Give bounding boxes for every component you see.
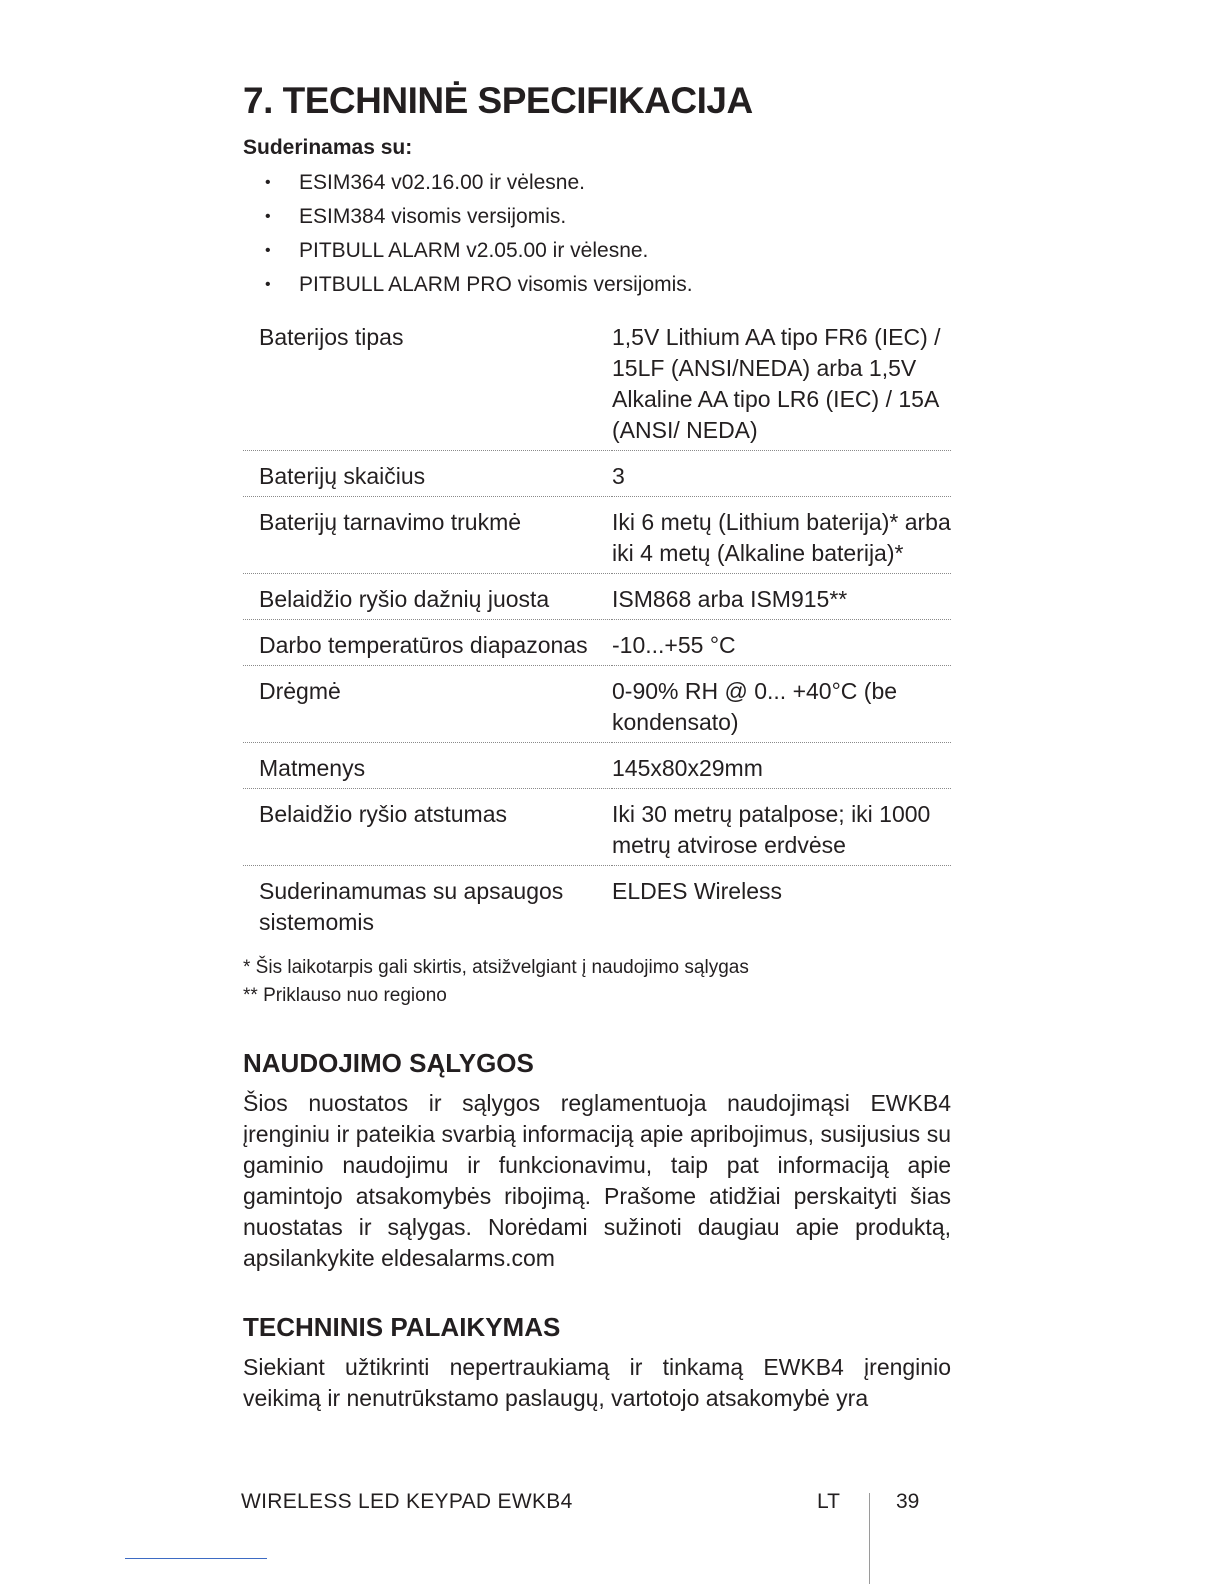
table-row <box>243 666 951 743</box>
spec-value: 1,5V Lithium AA tipo FR6 (IEC) / 15LF (ANSI/NEDA) arba 1,5V Alkaline AA tipo LR6 (IEC) / 15A (ANSI/ NEDA) <box>612 324 941 443</box>
page-number: 39 <box>896 1490 920 1513</box>
list-item: • ESIM364 v02.16.00 ir vėlesne. <box>243 166 951 200</box>
support-paragraph: Siekiant užtikrinti nepertraukiamą ir tinkamą EWKB4 įrenginio veikimą ir nenutrūkstamo paslaugų, vartotojo atsakomybė yra <box>243 1354 951 1411</box>
page-content <box>243 78 951 1414</box>
spec-value: ISM868 arba ISM915** <box>612 574 951 620</box>
table-row <box>243 743 951 789</box>
support-heading: TECHNINIS PALAIKYMAS <box>243 1312 561 1342</box>
spec-value: 145x80x29mm <box>612 743 951 789</box>
spec-value: Iki 30 metrų patalpose; iki 1000 metrų atvirose erdvėse <box>612 789 951 866</box>
spec-table <box>243 312 951 942</box>
table-row <box>243 497 951 574</box>
spec-key: Baterijos tipas <box>259 324 404 350</box>
list-item: • PITBULL ALARM v2.05.00 ir vėlesne. <box>243 234 951 268</box>
list-item: • PITBULL ALARM PRO visomis versijomis. <box>243 268 951 302</box>
table-row <box>243 866 951 943</box>
spec-key: Belaidžio ryšio dažnių juosta <box>243 574 612 620</box>
footnote: ** Priklauso nuo regiono <box>243 985 447 1006</box>
page-title: 7. TECHNINĖ SPECIFIKACIJA <box>243 80 753 121</box>
corner-rule <box>125 1558 267 1559</box>
footnotes <box>243 954 951 1010</box>
spec-value: -10...+55 °C <box>612 620 951 666</box>
table-row <box>243 574 951 620</box>
usage-paragraph: Šios nuostatos ir sąlygos reglamentuoja naudojimąsi EWKB4 įrenginiu ir pateikia svarbią informaciją apie apribojimus, susijusius su gaminio naudojimu ir funkcionavimu, taip pat informaciją apie gamintojo atsakomybės ribojimą. Prašome atidžiai perskaityti šias nuostatas ir sąlygas. Norėdami sužinoti daugiau apie produktą, apsilankykite eldesalarms.com <box>243 1090 951 1271</box>
footer-language: LT <box>817 1490 840 1513</box>
footer-divider <box>869 1493 870 1584</box>
spec-value: ELDES Wireless <box>612 866 951 943</box>
table-row <box>243 620 951 666</box>
compatibility-list <box>243 166 951 302</box>
spec-key: Baterijų tarnavimo trukmė <box>243 497 612 574</box>
compatibility-title: Suderinamas su: <box>243 136 413 159</box>
table-row <box>243 789 951 866</box>
footer-product-name: WIRELESS LED KEYPAD EWKB4 <box>241 1490 573 1513</box>
spec-value: Iki 6 metų (Lithium baterija)* arba iki 4 metų (Alkaline baterija)* <box>612 497 951 574</box>
spec-value: 3 <box>612 451 951 497</box>
spec-key: Darbo temperatūros diapazonas <box>243 620 612 666</box>
list-item: • ESIM384 visomis versijomis. <box>243 200 951 234</box>
table-row <box>243 312 951 451</box>
spec-key: Baterijų skaičius <box>243 451 612 497</box>
table-row <box>243 451 951 497</box>
spec-key: Suderinamumas su apsaugos sistemomis <box>243 866 612 943</box>
spec-value: 0-90% RH @ 0... +40°C (be kondensato) <box>612 666 951 743</box>
footnote: * Šis laikotarpis gali skirtis, atsižvelgiant į naudojimo sąlygas <box>243 957 749 978</box>
usage-heading: NAUDOJIMO SĄLYGOS <box>243 1048 534 1078</box>
spec-key: Drėgmė <box>243 666 612 743</box>
spec-key: Matmenys <box>243 743 612 789</box>
spec-key: Belaidžio ryšio atstumas <box>243 789 612 866</box>
